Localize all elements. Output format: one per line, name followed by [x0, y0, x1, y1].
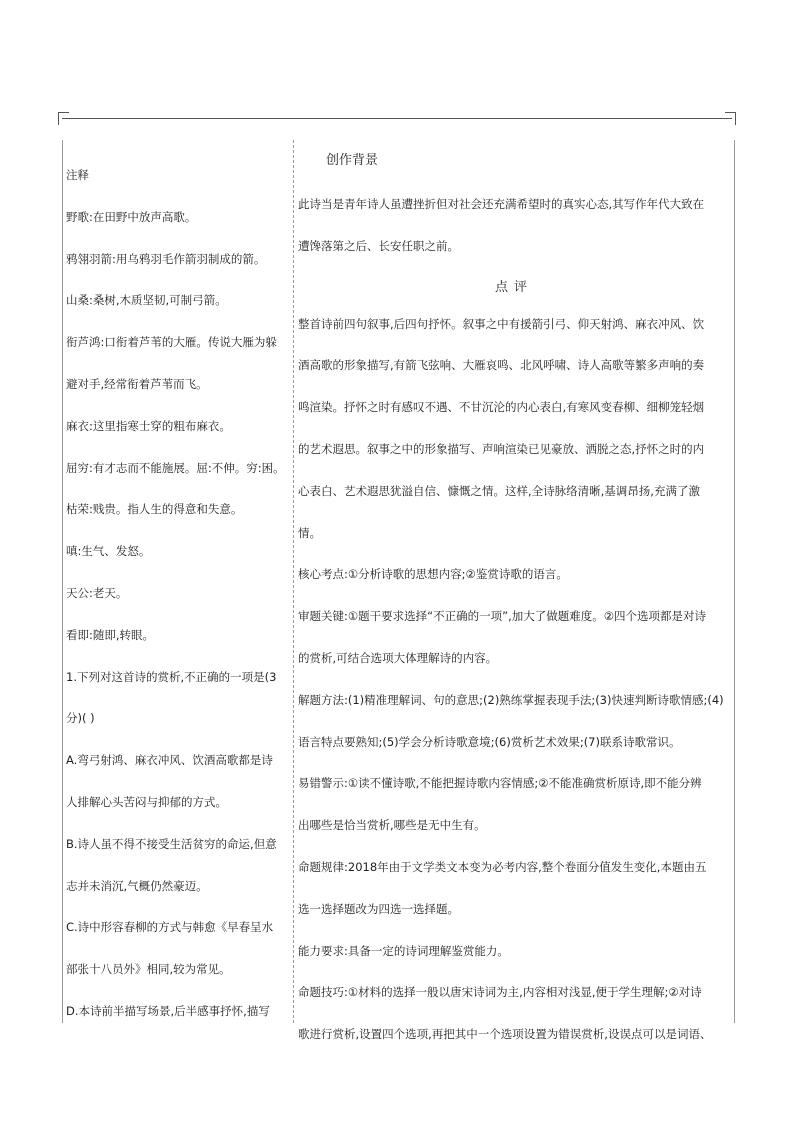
option-line: B.诗人虽不得不接受生活贫穷的命运,但意 — [66, 836, 277, 851]
background-line: 遭馋落第之后、长安任职之前。 — [298, 238, 459, 253]
review-line: 选一选择题改为四选一选择题。 — [298, 901, 459, 916]
annotation-line: 鸦翎羽箭:用乌鸦羽毛作箭羽制成的箭。 — [66, 251, 266, 266]
option-line: 人排解心头苦闷与抑郁的方式。 — [66, 794, 227, 809]
option-line: D.本诗前半描写场景,后半感事抒怀,描写 — [66, 1003, 270, 1018]
option-line: 部张十八员外》相同,较为常见。 — [66, 962, 231, 977]
right-border — [734, 140, 735, 1023]
review-line: 核心考点:①分析诗歌的思想内容;②鉴赏诗歌的语言。 — [298, 567, 568, 582]
review-line: 酒高歌的形象描写,有箭飞弦响、大雁哀鸣、北风呼啸、诗人高歌等繁多声响的奏 — [298, 358, 705, 373]
review-heading: 点评 — [494, 279, 533, 295]
background-heading: 创作背景 — [326, 153, 379, 168]
review-line: 命题技巧:①材料的选择一般以唐宋诗词为主,内容相对浅显,便于学生理解;②对诗 — [298, 985, 702, 1000]
annotation-line: 嗔:生气、发怒。 — [66, 544, 151, 559]
annotation-line: 枯荣:贱贵。指人生的得意和失意。 — [66, 502, 243, 517]
review-line: 命题规律:2018年由于文学类文本变为必考内容,整个卷面分值发生变化,本题由五 — [298, 859, 707, 874]
left-border — [62, 140, 63, 1023]
annotation-line: 屈穷:有才志而不能施展。屈:不伸。穷:困。 — [66, 460, 285, 475]
review-line: 易错警示:①读不懂诗歌,不能把握诗歌内容情感;②不能准确赏析原诗,即不能分辨 — [298, 776, 702, 791]
review-line: 出哪些是恰当赏析,哪些是无中生有。 — [298, 818, 486, 833]
review-line: 的赏析,可结合选项大体理解诗的内容。 — [298, 650, 498, 665]
review-line: 能力要求:具备一定的诗词理解鉴赏能力。 — [298, 943, 509, 958]
review-line: 情。 — [298, 525, 321, 540]
annotations-column — [66, 155, 288, 1033]
option-line: C.诗中形容春柳的方式与韩愈《早春呈水 — [66, 920, 274, 935]
option-line: 志并未消沉,气概仍然豪迈。 — [66, 878, 208, 893]
option-line: A.弯弓射鸿、麻衣冲风、饮酒高歌都是诗 — [66, 753, 273, 768]
review-line: 歌进行赏析,设置四个选项,再把其中一个选项设置为错误赏析,设误点可以是词语、 — [298, 1027, 712, 1042]
corner-mark-left — [58, 112, 69, 125]
question-line: 分)( ) — [66, 711, 95, 726]
annotation-line: 野歌:在田野中放声高歌。 — [66, 209, 197, 224]
question-line: 1.下列对这首诗的赏析,不正确的一项是(3 — [66, 669, 277, 684]
annotation-line: 避对手,经常衔着芦苇而飞。 — [66, 376, 208, 391]
review-line: 解题方法:(1)精准理解词、句的意思;(2)熟练掌握表现手法;(3)快速判断诗歌情感;(4) — [298, 692, 724, 707]
commentary-column — [298, 148, 730, 1056]
review-line: 心表白、艺术遐思犹溢自信、慷慨之情。这样,全诗脉络清晰,基调昂扬,充满了激 — [298, 483, 700, 498]
review-body — [298, 304, 730, 1056]
review-line: 审题关键:①题干要求选择“不正确的一项”,加大了做题难度。②四个选项都是对诗 — [298, 609, 707, 624]
annotation-line: 看即:随即,转眼。 — [66, 627, 155, 642]
corner-mark-right — [725, 112, 736, 125]
review-line: 整首诗前四句叙事,后四句抒怀。叙事之中有援箭引弓、仰天射鸿、麻衣冲风、饮 — [298, 316, 705, 331]
annotations-title: 注释 — [66, 168, 89, 182]
review-line: 的艺术遐思。叙事之中的形象描写、声响渲染已见豪放、洒脱之态,抒怀之时的内 — [298, 441, 705, 456]
review-line: 语言特点要熟知;(5)学会分析诗歌意境;(6)赏析艺术效果;(7)联系诗歌常识。 — [298, 734, 681, 749]
annotations-list — [66, 197, 288, 1033]
review-line: 鸣渲染。抒怀之时有感叹不遇、不甘沉沦的内心表白,有寒风变春柳、细柳笼轻烟 — [298, 400, 705, 415]
annotation-line: 天公:老天。 — [66, 585, 128, 600]
annotation-line: 山桑:桑树,木质坚韧,可制弓箭。 — [66, 293, 227, 308]
annotation-line: 衔芦鸿:口衔着芦苇的大雁。传说大雁为躲 — [66, 335, 277, 350]
column-divider — [293, 140, 294, 1023]
header-rule — [62, 118, 732, 119]
annotation-line: 麻衣:这里指寒士穿的粗布麻衣。 — [66, 418, 231, 433]
background-line: 此诗当是青年诗人虽遭挫折但对社会还充满希望时的真实心态,其写作年代大致在 — [298, 197, 705, 211]
